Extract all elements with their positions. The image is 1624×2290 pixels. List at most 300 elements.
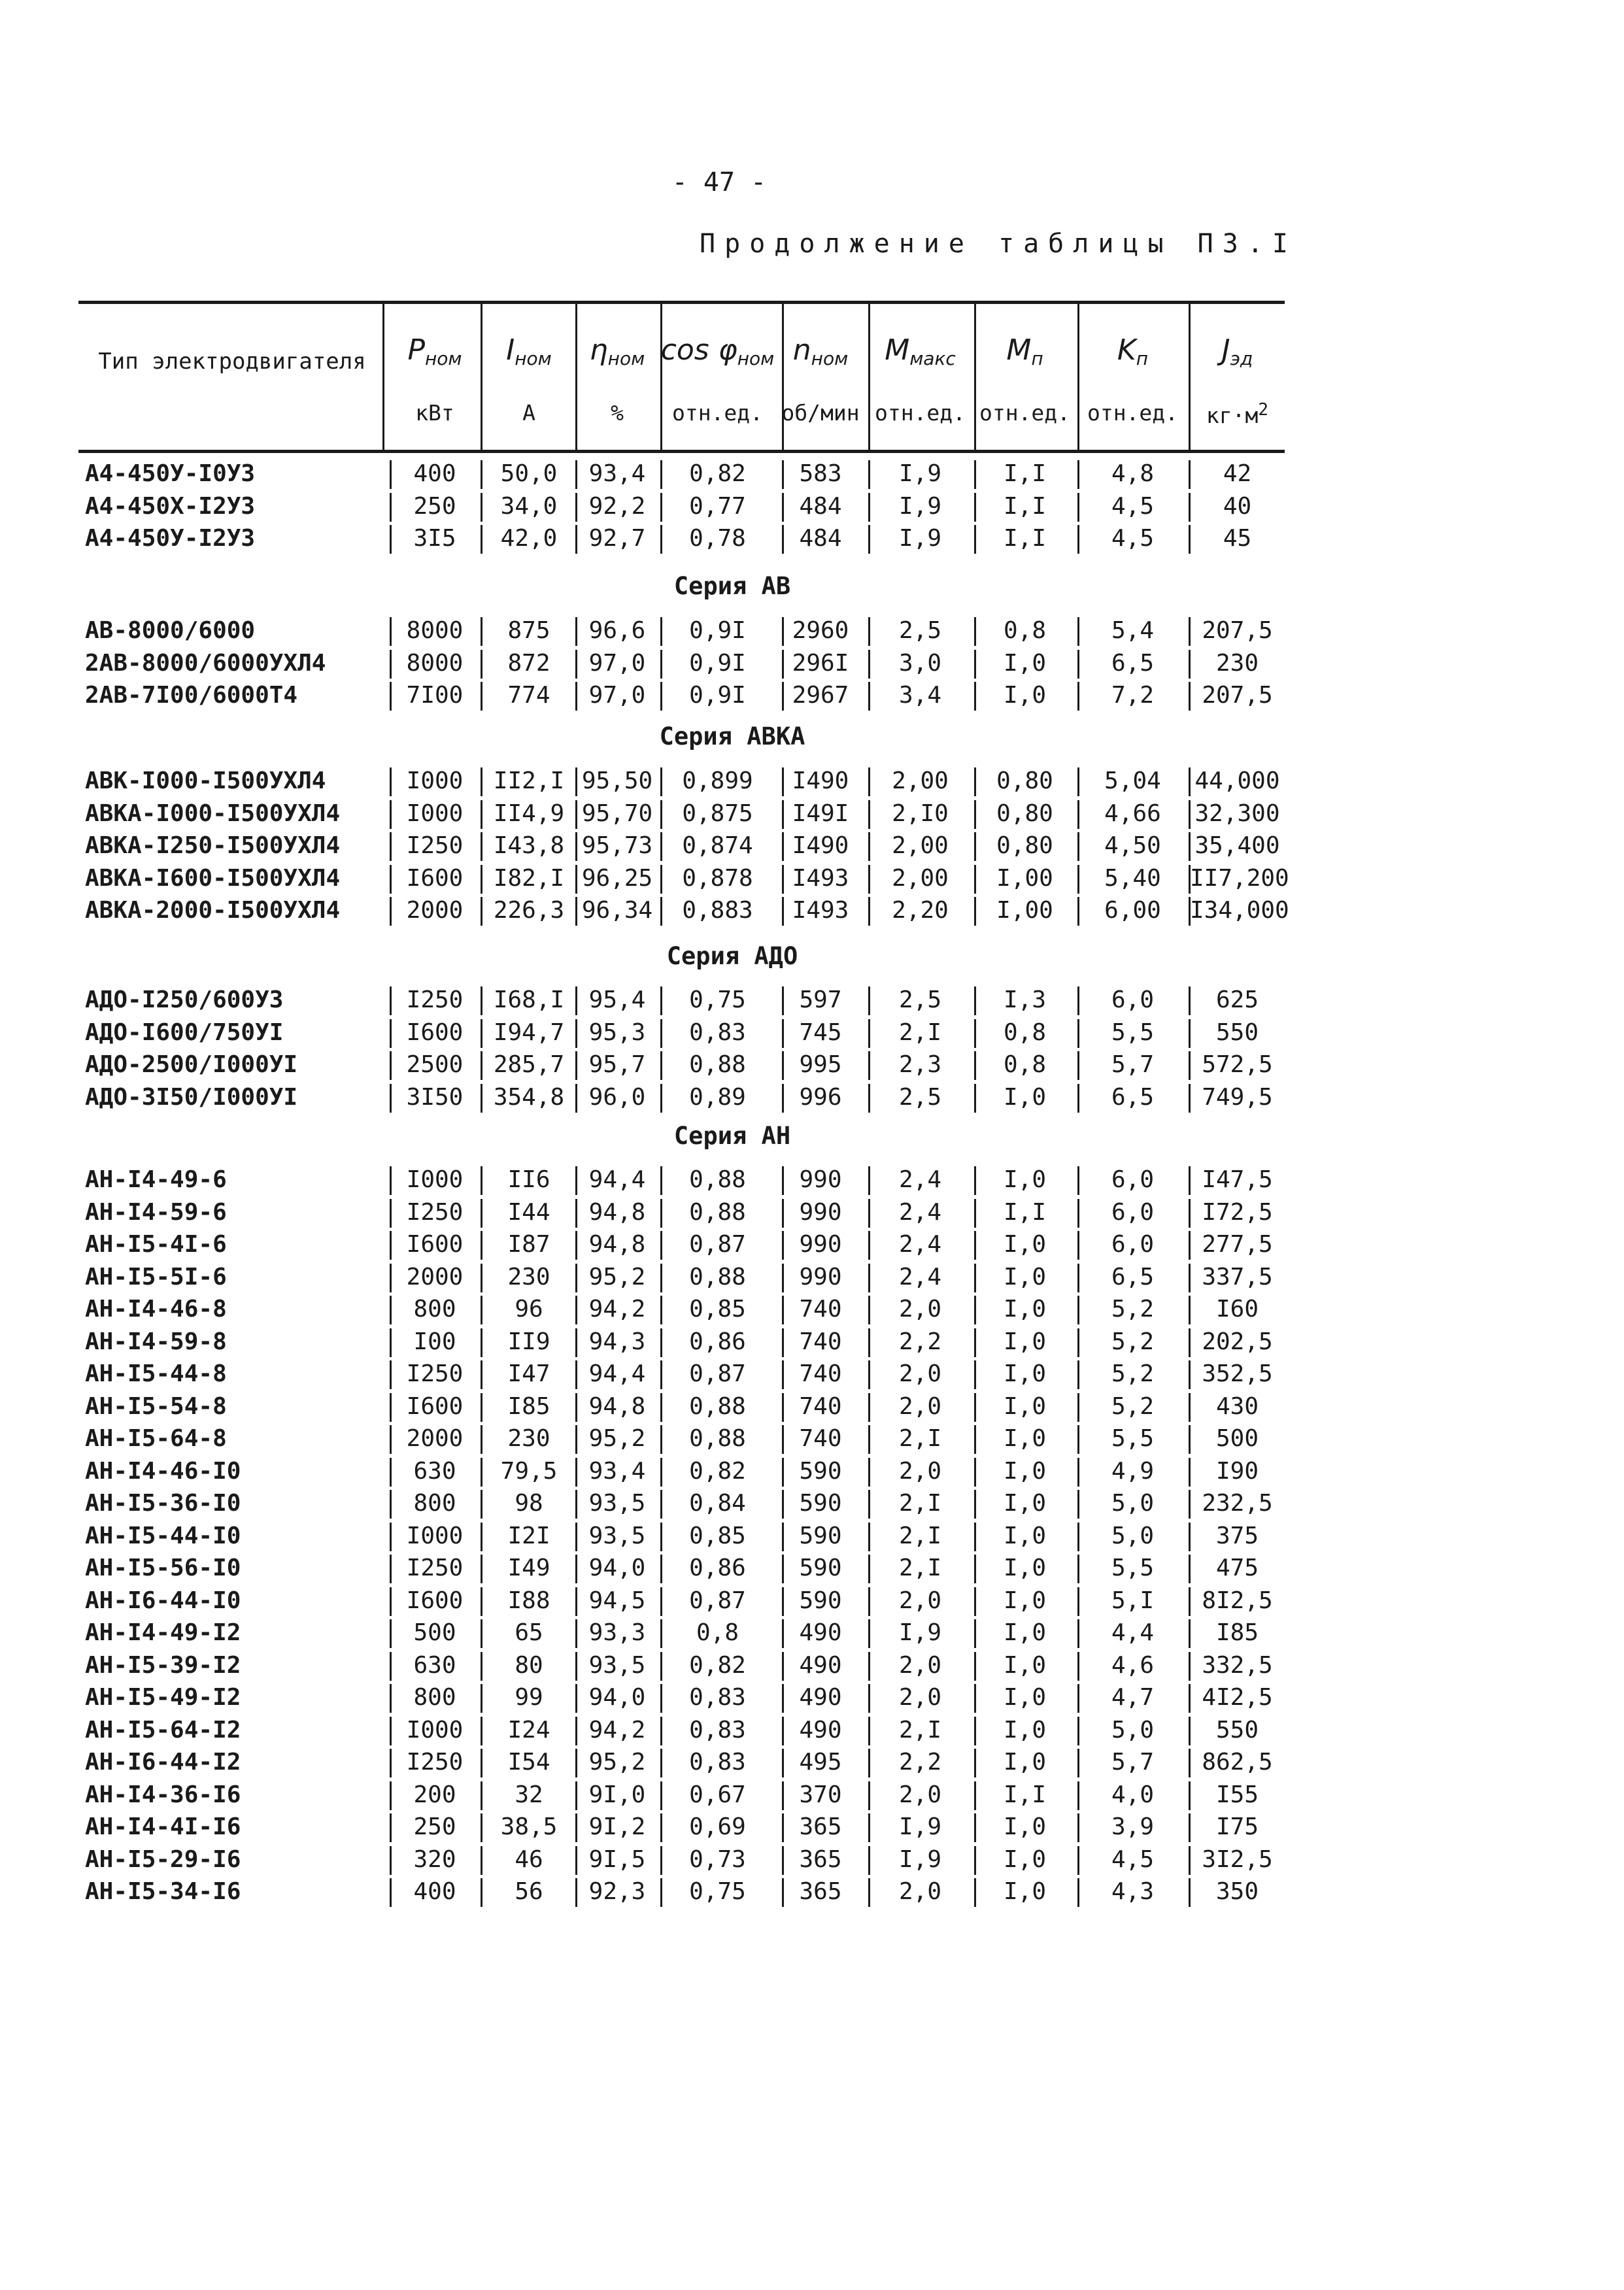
value-cell: I,I xyxy=(1003,525,1047,552)
motor-type-cell: АН-I5-39-I2 xyxy=(85,1651,241,1679)
header-column-divider xyxy=(868,302,870,450)
value-cell: 7I00 xyxy=(406,682,464,709)
table-row xyxy=(0,647,1624,680)
value-cell: I,I xyxy=(1003,1781,1047,1808)
motor-type-cell: АВКА-2000-I500УХЛ4 xyxy=(85,897,341,924)
motor-type-cell: АДО-I250/600У3 xyxy=(85,986,284,1013)
value-cell: I,0 xyxy=(1003,1231,1047,1258)
page-number: - 47 - xyxy=(671,167,767,197)
value-cell: I88 xyxy=(507,1587,550,1614)
value-cell: 365 xyxy=(799,1813,842,1840)
value-cell: 9I,2 xyxy=(588,1813,646,1840)
value-cell: 207,5 xyxy=(1202,682,1273,709)
value-cell: 6,00 xyxy=(1104,897,1161,924)
value-cell: 95,2 xyxy=(588,1749,646,1776)
value-cell: 95,73 xyxy=(581,832,653,859)
header-unit: отн.ед. xyxy=(671,400,764,426)
value-cell: I,0 xyxy=(1003,1716,1047,1743)
value-cell: 94,2 xyxy=(588,1716,646,1743)
value-cell: 749,5 xyxy=(1202,1083,1273,1111)
value-cell: 0,87 xyxy=(689,1231,746,1258)
motor-type-cell: АН-I5-36-I0 xyxy=(85,1490,241,1517)
value-cell: 3I50 xyxy=(406,1083,464,1111)
value-cell: I75 xyxy=(1215,1813,1259,1840)
value-cell: 6,5 xyxy=(1111,1083,1155,1111)
value-cell: 800 xyxy=(413,1296,456,1322)
value-cell: 94,8 xyxy=(588,1198,646,1226)
value-cell: I,0 xyxy=(1003,1296,1047,1322)
header-symbol: $n_{ном}$ xyxy=(792,333,849,369)
value-cell: I600 xyxy=(406,1231,464,1258)
motor-type-cell: АН-I4-59-6 xyxy=(85,1198,227,1226)
value-cell: 2,00 xyxy=(892,864,949,892)
series-heading-label: Серия АН xyxy=(673,1122,791,1150)
table-row xyxy=(0,798,1624,830)
value-cell: 5,5 xyxy=(1111,1019,1155,1046)
table-row xyxy=(0,679,1624,712)
value-cell: 490 xyxy=(799,1716,842,1743)
value-cell: 0,875 xyxy=(682,800,753,827)
value-cell: 9I,0 xyxy=(588,1781,646,1808)
value-cell: 95,2 xyxy=(588,1425,646,1452)
value-cell: 800 xyxy=(413,1684,456,1711)
value-cell: 2967 xyxy=(792,682,849,709)
value-cell: 0,80 xyxy=(996,800,1053,827)
value-cell: 2,0 xyxy=(898,1587,942,1614)
value-cell: I,0 xyxy=(1003,1651,1047,1679)
value-cell: 4,8 xyxy=(1111,460,1155,487)
value-cell: 0,88 xyxy=(689,1392,746,1420)
value-cell: 0,87 xyxy=(689,1587,746,1614)
value-cell: 296I xyxy=(792,649,849,677)
value-cell: I000 xyxy=(406,1166,464,1193)
value-cell: 337,5 xyxy=(1202,1263,1273,1290)
value-cell: 2000 xyxy=(406,1425,464,1452)
value-cell: 0,86 xyxy=(689,1328,746,1355)
table-row xyxy=(0,984,1624,1017)
header-symbol: $M_п$ xyxy=(1006,333,1043,369)
table-row xyxy=(0,1293,1624,1326)
value-cell: 0,67 xyxy=(689,1781,746,1808)
value-cell: 2000 xyxy=(406,1263,464,1290)
value-cell: 3I5 xyxy=(413,525,456,552)
value-cell: 2,I xyxy=(898,1522,942,1549)
value-cell: 8000 xyxy=(406,617,464,644)
header-symbol: $I_{ном}$ xyxy=(506,333,552,369)
value-cell: 5,5 xyxy=(1111,1555,1155,1581)
value-cell: I000 xyxy=(406,800,464,827)
value-cell: 92,3 xyxy=(588,1878,646,1905)
value-cell: I90 xyxy=(1215,1457,1259,1485)
value-cell: 625 xyxy=(1215,986,1259,1013)
header-unit: отн.ед. xyxy=(1087,400,1179,426)
motor-type-cell: АН-I6-44-I0 xyxy=(85,1587,241,1614)
motor-type-cell: А4-450У-I2У3 xyxy=(85,525,256,552)
value-cell: 375 xyxy=(1215,1522,1259,1549)
value-cell: 98 xyxy=(515,1490,543,1517)
value-cell: 93,5 xyxy=(588,1522,646,1549)
value-cell: 5,2 xyxy=(1111,1360,1155,1387)
value-cell: I,0 xyxy=(1003,1425,1047,1452)
value-cell: 0,88 xyxy=(689,1263,746,1290)
value-cell: 5,I xyxy=(1111,1587,1155,1614)
value-cell: 430 xyxy=(1215,1392,1259,1420)
value-cell: II2,I xyxy=(493,767,565,794)
motor-type-cell: А4-450У-I0У3 xyxy=(85,460,256,487)
value-cell: 40 xyxy=(1223,492,1252,520)
value-cell: 94,8 xyxy=(588,1392,646,1420)
value-cell: 745 xyxy=(799,1019,842,1046)
value-cell: 995 xyxy=(799,1051,842,1078)
value-cell: 2,0 xyxy=(898,1651,942,1679)
value-cell: 740 xyxy=(799,1425,842,1452)
table-row xyxy=(0,1261,1624,1294)
value-cell: 400 xyxy=(413,460,456,487)
value-cell: 320 xyxy=(413,1845,456,1873)
value-cell: 0,899 xyxy=(682,767,753,794)
value-cell: I,0 xyxy=(1003,1845,1047,1873)
value-cell: 774 xyxy=(507,682,550,709)
header-column-divider xyxy=(1077,302,1079,450)
value-cell: I,00 xyxy=(996,897,1053,924)
value-cell: 2,4 xyxy=(898,1198,942,1226)
value-cell: 94,3 xyxy=(588,1328,646,1355)
value-cell: 277,5 xyxy=(1202,1231,1273,1258)
header-column-divider xyxy=(575,302,577,450)
value-cell: I493 xyxy=(792,864,849,892)
header-unit: отн.ед. xyxy=(874,400,966,426)
value-cell: I,0 xyxy=(1003,1392,1047,1420)
value-cell: 590 xyxy=(799,1522,842,1549)
motor-type-cell: АВК-I000-I500УХЛ4 xyxy=(85,767,326,794)
header-unit: % xyxy=(611,400,624,426)
value-cell: 0,8 xyxy=(1003,617,1047,644)
value-cell: 5,7 xyxy=(1111,1749,1155,1776)
value-cell: I250 xyxy=(406,986,464,1013)
motor-type-cell: АДО-2500/I000УI xyxy=(85,1051,298,1078)
motor-type-cell: АВКА-I600-I500УХЛ4 xyxy=(85,864,341,892)
motor-type-cell: АН-I5-5I-6 xyxy=(85,1263,227,1290)
value-cell: 5,0 xyxy=(1111,1522,1155,1549)
value-cell: 2,4 xyxy=(898,1231,942,1258)
value-cell: I,0 xyxy=(1003,1166,1047,1193)
table-row xyxy=(0,1617,1624,1649)
value-cell: 2,3 xyxy=(898,1051,942,1078)
value-cell: 45 xyxy=(1223,525,1252,552)
value-cell: 6,0 xyxy=(1111,1198,1155,1226)
value-cell: 3,4 xyxy=(898,682,942,709)
value-cell: 7,2 xyxy=(1111,682,1155,709)
value-cell: I,0 xyxy=(1003,1457,1047,1485)
value-cell: 0,85 xyxy=(689,1522,746,1549)
table-row xyxy=(0,1017,1624,1049)
value-cell: I,9 xyxy=(898,492,942,520)
value-cell: I72,5 xyxy=(1202,1198,1273,1226)
value-cell: I,9 xyxy=(898,1845,942,1873)
table-row xyxy=(0,1681,1624,1714)
table-row xyxy=(0,1487,1624,1520)
value-cell: 0,9I xyxy=(689,617,746,644)
table-row xyxy=(0,1649,1624,1682)
value-cell: I94,7 xyxy=(493,1019,565,1046)
value-cell: I,9 xyxy=(898,525,942,552)
value-cell: I600 xyxy=(406,1019,464,1046)
value-cell: 42 xyxy=(1223,460,1252,487)
value-cell: I68,I xyxy=(493,986,565,1013)
motor-type-cell: АН-I5-29-I6 xyxy=(85,1845,241,1873)
header-column-divider xyxy=(660,302,662,450)
value-cell: 590 xyxy=(799,1457,842,1485)
value-cell: 9I,5 xyxy=(588,1845,646,1873)
value-cell: 95,50 xyxy=(581,767,653,794)
value-cell: 0,8 xyxy=(1003,1051,1047,1078)
value-cell: 400 xyxy=(413,1878,456,1905)
value-cell: 0,88 xyxy=(689,1051,746,1078)
value-cell: 200 xyxy=(413,1781,456,1808)
value-cell: 230 xyxy=(507,1263,550,1290)
motor-type-cell: АН-I4-46-8 xyxy=(85,1296,227,1322)
value-cell: 0,9I xyxy=(689,682,746,709)
value-cell: 354,8 xyxy=(493,1083,565,1111)
value-cell: 95,7 xyxy=(588,1051,646,1078)
value-cell: 0,9I xyxy=(689,649,746,677)
value-cell: 207,5 xyxy=(1202,617,1273,644)
header-unit: отн.ед. xyxy=(979,400,1071,426)
value-cell: 93,4 xyxy=(588,460,646,487)
header-unit: $кг\cdot м^2$ xyxy=(1206,400,1269,428)
motor-type-cell: АН-I5-44-8 xyxy=(85,1360,227,1387)
motor-type-cell: АН-I4-49-6 xyxy=(85,1166,227,1193)
value-cell: 92,7 xyxy=(588,525,646,552)
value-cell: 5,40 xyxy=(1104,864,1161,892)
value-cell: 0,75 xyxy=(689,986,746,1013)
value-cell: 96,6 xyxy=(588,617,646,644)
value-cell: 2,5 xyxy=(898,986,942,1013)
value-cell: 95,3 xyxy=(588,1019,646,1046)
value-cell: 3,0 xyxy=(898,649,942,677)
value-cell: 5,2 xyxy=(1111,1328,1155,1355)
value-cell: I,0 xyxy=(1003,649,1047,677)
value-cell: 0,87 xyxy=(689,1360,746,1387)
value-cell: I,3 xyxy=(1003,986,1047,1013)
value-cell: 590 xyxy=(799,1587,842,1614)
value-cell: 3,9 xyxy=(1111,1813,1155,1840)
value-cell: 484 xyxy=(799,525,842,552)
value-cell: 490 xyxy=(799,1651,842,1679)
value-cell: 35,400 xyxy=(1194,832,1280,859)
value-cell: I250 xyxy=(406,1555,464,1581)
value-cell: 4,5 xyxy=(1111,525,1155,552)
value-cell: 2,4 xyxy=(898,1263,942,1290)
value-cell: 226,3 xyxy=(493,897,565,924)
value-cell: 93,3 xyxy=(588,1619,646,1646)
value-cell: 38,5 xyxy=(500,1813,558,1840)
value-cell: 990 xyxy=(799,1166,842,1193)
table-row xyxy=(0,1746,1624,1779)
value-cell: 5,2 xyxy=(1111,1296,1155,1322)
value-cell: 0,874 xyxy=(682,832,753,859)
value-cell: 990 xyxy=(799,1231,842,1258)
value-cell: I,I xyxy=(1003,460,1047,487)
value-cell: 2,I xyxy=(898,1490,942,1517)
motor-type-cell: АН-I4-36-I6 xyxy=(85,1781,241,1808)
value-cell: 0,82 xyxy=(689,1457,746,1485)
value-cell: 352,5 xyxy=(1202,1360,1273,1387)
value-cell: 5,5 xyxy=(1111,1425,1155,1452)
value-cell: 0,85 xyxy=(689,1296,746,1322)
value-cell: 490 xyxy=(799,1684,842,1711)
header-symbol: $P_{ном}$ xyxy=(407,333,462,369)
value-cell: 94,5 xyxy=(588,1587,646,1614)
value-cell: 590 xyxy=(799,1555,842,1581)
value-cell: I,I xyxy=(1003,492,1047,520)
value-cell: 3I2,5 xyxy=(1202,1845,1273,1873)
value-cell: 495 xyxy=(799,1749,842,1776)
value-cell: II9 xyxy=(507,1328,550,1355)
value-cell: 2000 xyxy=(406,897,464,924)
value-cell: 2,0 xyxy=(898,1684,942,1711)
header-column-divider xyxy=(974,302,976,450)
value-cell: 0,77 xyxy=(689,492,746,520)
value-cell: 583 xyxy=(799,460,842,487)
value-cell: I,0 xyxy=(1003,1684,1047,1711)
table-row xyxy=(0,1049,1624,1081)
table-row xyxy=(0,830,1624,862)
value-cell: 95,70 xyxy=(581,800,653,827)
value-cell: I87 xyxy=(507,1231,550,1258)
value-cell: 93,4 xyxy=(588,1457,646,1485)
value-cell: II7,200 xyxy=(1190,864,1289,892)
value-cell: 996 xyxy=(799,1083,842,1111)
continuation-title: Продолжение таблицы П3.I xyxy=(700,229,1297,259)
value-cell: I000 xyxy=(406,767,464,794)
table-row xyxy=(0,522,1624,555)
value-cell: 2,0 xyxy=(898,1457,942,1485)
value-cell: 4,9 xyxy=(1111,1457,1155,1485)
value-cell: 0,80 xyxy=(996,832,1053,859)
value-cell: 862,5 xyxy=(1202,1749,1273,1776)
table-row xyxy=(0,1876,1624,1908)
value-cell: 2,2 xyxy=(898,1328,942,1355)
value-cell: 2,I xyxy=(898,1555,942,1581)
header-symbol: $J_{эд}$ xyxy=(1221,333,1253,369)
table-row xyxy=(0,1585,1624,1617)
motor-type-cell: АН-I5-4I-6 xyxy=(85,1231,227,1258)
value-cell: 4,7 xyxy=(1111,1684,1155,1711)
value-cell: 56 xyxy=(515,1878,543,1905)
motor-type-cell: АН-I5-56-I0 xyxy=(85,1555,241,1581)
value-cell: 93,5 xyxy=(588,1490,646,1517)
value-cell: 2,0 xyxy=(898,1392,942,1420)
value-cell: I600 xyxy=(406,1392,464,1420)
value-cell: 2,0 xyxy=(898,1878,942,1905)
value-cell: 2,00 xyxy=(892,832,949,859)
value-cell: I493 xyxy=(792,897,849,924)
value-cell: I,0 xyxy=(1003,1749,1047,1776)
value-cell: 6,5 xyxy=(1111,649,1155,677)
value-cell: 95,4 xyxy=(588,986,646,1013)
value-cell: 4,66 xyxy=(1104,800,1161,827)
value-cell: 740 xyxy=(799,1296,842,1322)
value-cell: 990 xyxy=(799,1198,842,1226)
value-cell: I85 xyxy=(507,1392,550,1420)
value-cell: 365 xyxy=(799,1845,842,1873)
value-cell: II4,9 xyxy=(493,800,565,827)
motor-type-cell: АН-I4-4I-I6 xyxy=(85,1813,241,1840)
value-cell: 0,8 xyxy=(1003,1019,1047,1046)
value-cell: 5,0 xyxy=(1111,1490,1155,1517)
value-cell: 0,88 xyxy=(689,1198,746,1226)
value-cell: 370 xyxy=(799,1781,842,1808)
value-cell: 285,7 xyxy=(493,1051,565,1078)
value-cell: I47,5 xyxy=(1202,1166,1273,1193)
value-cell: 740 xyxy=(799,1328,842,1355)
value-cell: I49I xyxy=(792,800,849,827)
value-cell: 250 xyxy=(413,1813,456,1840)
value-cell: I,9 xyxy=(898,1813,942,1840)
value-cell: 32 xyxy=(515,1781,543,1808)
table-row xyxy=(0,615,1624,647)
motor-type-cell: АВКА-I250-I500УХЛ4 xyxy=(85,832,341,859)
value-cell: I600 xyxy=(406,1587,464,1614)
motor-type-cell: АН-I5-54-8 xyxy=(85,1392,227,1420)
value-cell: I,0 xyxy=(1003,1360,1047,1387)
value-cell: 79,5 xyxy=(500,1457,558,1485)
table-row xyxy=(0,1714,1624,1747)
table-row xyxy=(0,490,1624,523)
value-cell: 6,0 xyxy=(1111,1166,1155,1193)
value-cell: I00 xyxy=(413,1328,456,1355)
value-cell: I,0 xyxy=(1003,1490,1047,1517)
value-cell: 4I2,5 xyxy=(1202,1684,1273,1711)
motor-type-cell: АН-I4-46-I0 xyxy=(85,1457,241,1485)
value-cell: I,0 xyxy=(1003,1813,1047,1840)
table-row xyxy=(0,1358,1624,1390)
motor-type-cell: 2АВ-8000/6000УХЛ4 xyxy=(85,649,326,677)
value-cell: I,0 xyxy=(1003,1328,1047,1355)
value-cell: I24 xyxy=(507,1716,550,1743)
value-cell: 484 xyxy=(799,492,842,520)
value-cell: I82,I xyxy=(493,864,565,892)
value-cell: 0,83 xyxy=(689,1716,746,1743)
header-symbol: $\eta_{ном}$ xyxy=(589,333,645,369)
value-cell: 550 xyxy=(1215,1716,1259,1743)
value-cell: 740 xyxy=(799,1360,842,1387)
value-cell: 97,0 xyxy=(588,682,646,709)
value-cell: 872 xyxy=(507,649,550,677)
value-cell: 630 xyxy=(413,1651,456,1679)
series-heading-label: Серия АДО xyxy=(666,942,798,970)
value-cell: 0,82 xyxy=(689,1651,746,1679)
value-cell: 0,75 xyxy=(689,1878,746,1905)
value-cell: 94,4 xyxy=(588,1360,646,1387)
value-cell: I60 xyxy=(1215,1296,1259,1322)
value-cell: 2,5 xyxy=(898,617,942,644)
value-cell: 0,73 xyxy=(689,1845,746,1873)
motor-type-cell: АН-I4-59-8 xyxy=(85,1328,227,1355)
value-cell: I,0 xyxy=(1003,1619,1047,1646)
value-cell: I,I xyxy=(1003,1198,1047,1226)
value-cell: 0,86 xyxy=(689,1555,746,1581)
value-cell: 990 xyxy=(799,1263,842,1290)
value-cell: 94,0 xyxy=(588,1684,646,1711)
value-cell: I34,000 xyxy=(1190,897,1289,924)
value-cell: 2,I xyxy=(898,1425,942,1452)
motor-type-cell: 2АВ-7I00/6000Т4 xyxy=(85,682,298,709)
value-cell: I43,8 xyxy=(493,832,565,859)
value-cell: 2,4 xyxy=(898,1166,942,1193)
value-cell: 5,4 xyxy=(1111,617,1155,644)
